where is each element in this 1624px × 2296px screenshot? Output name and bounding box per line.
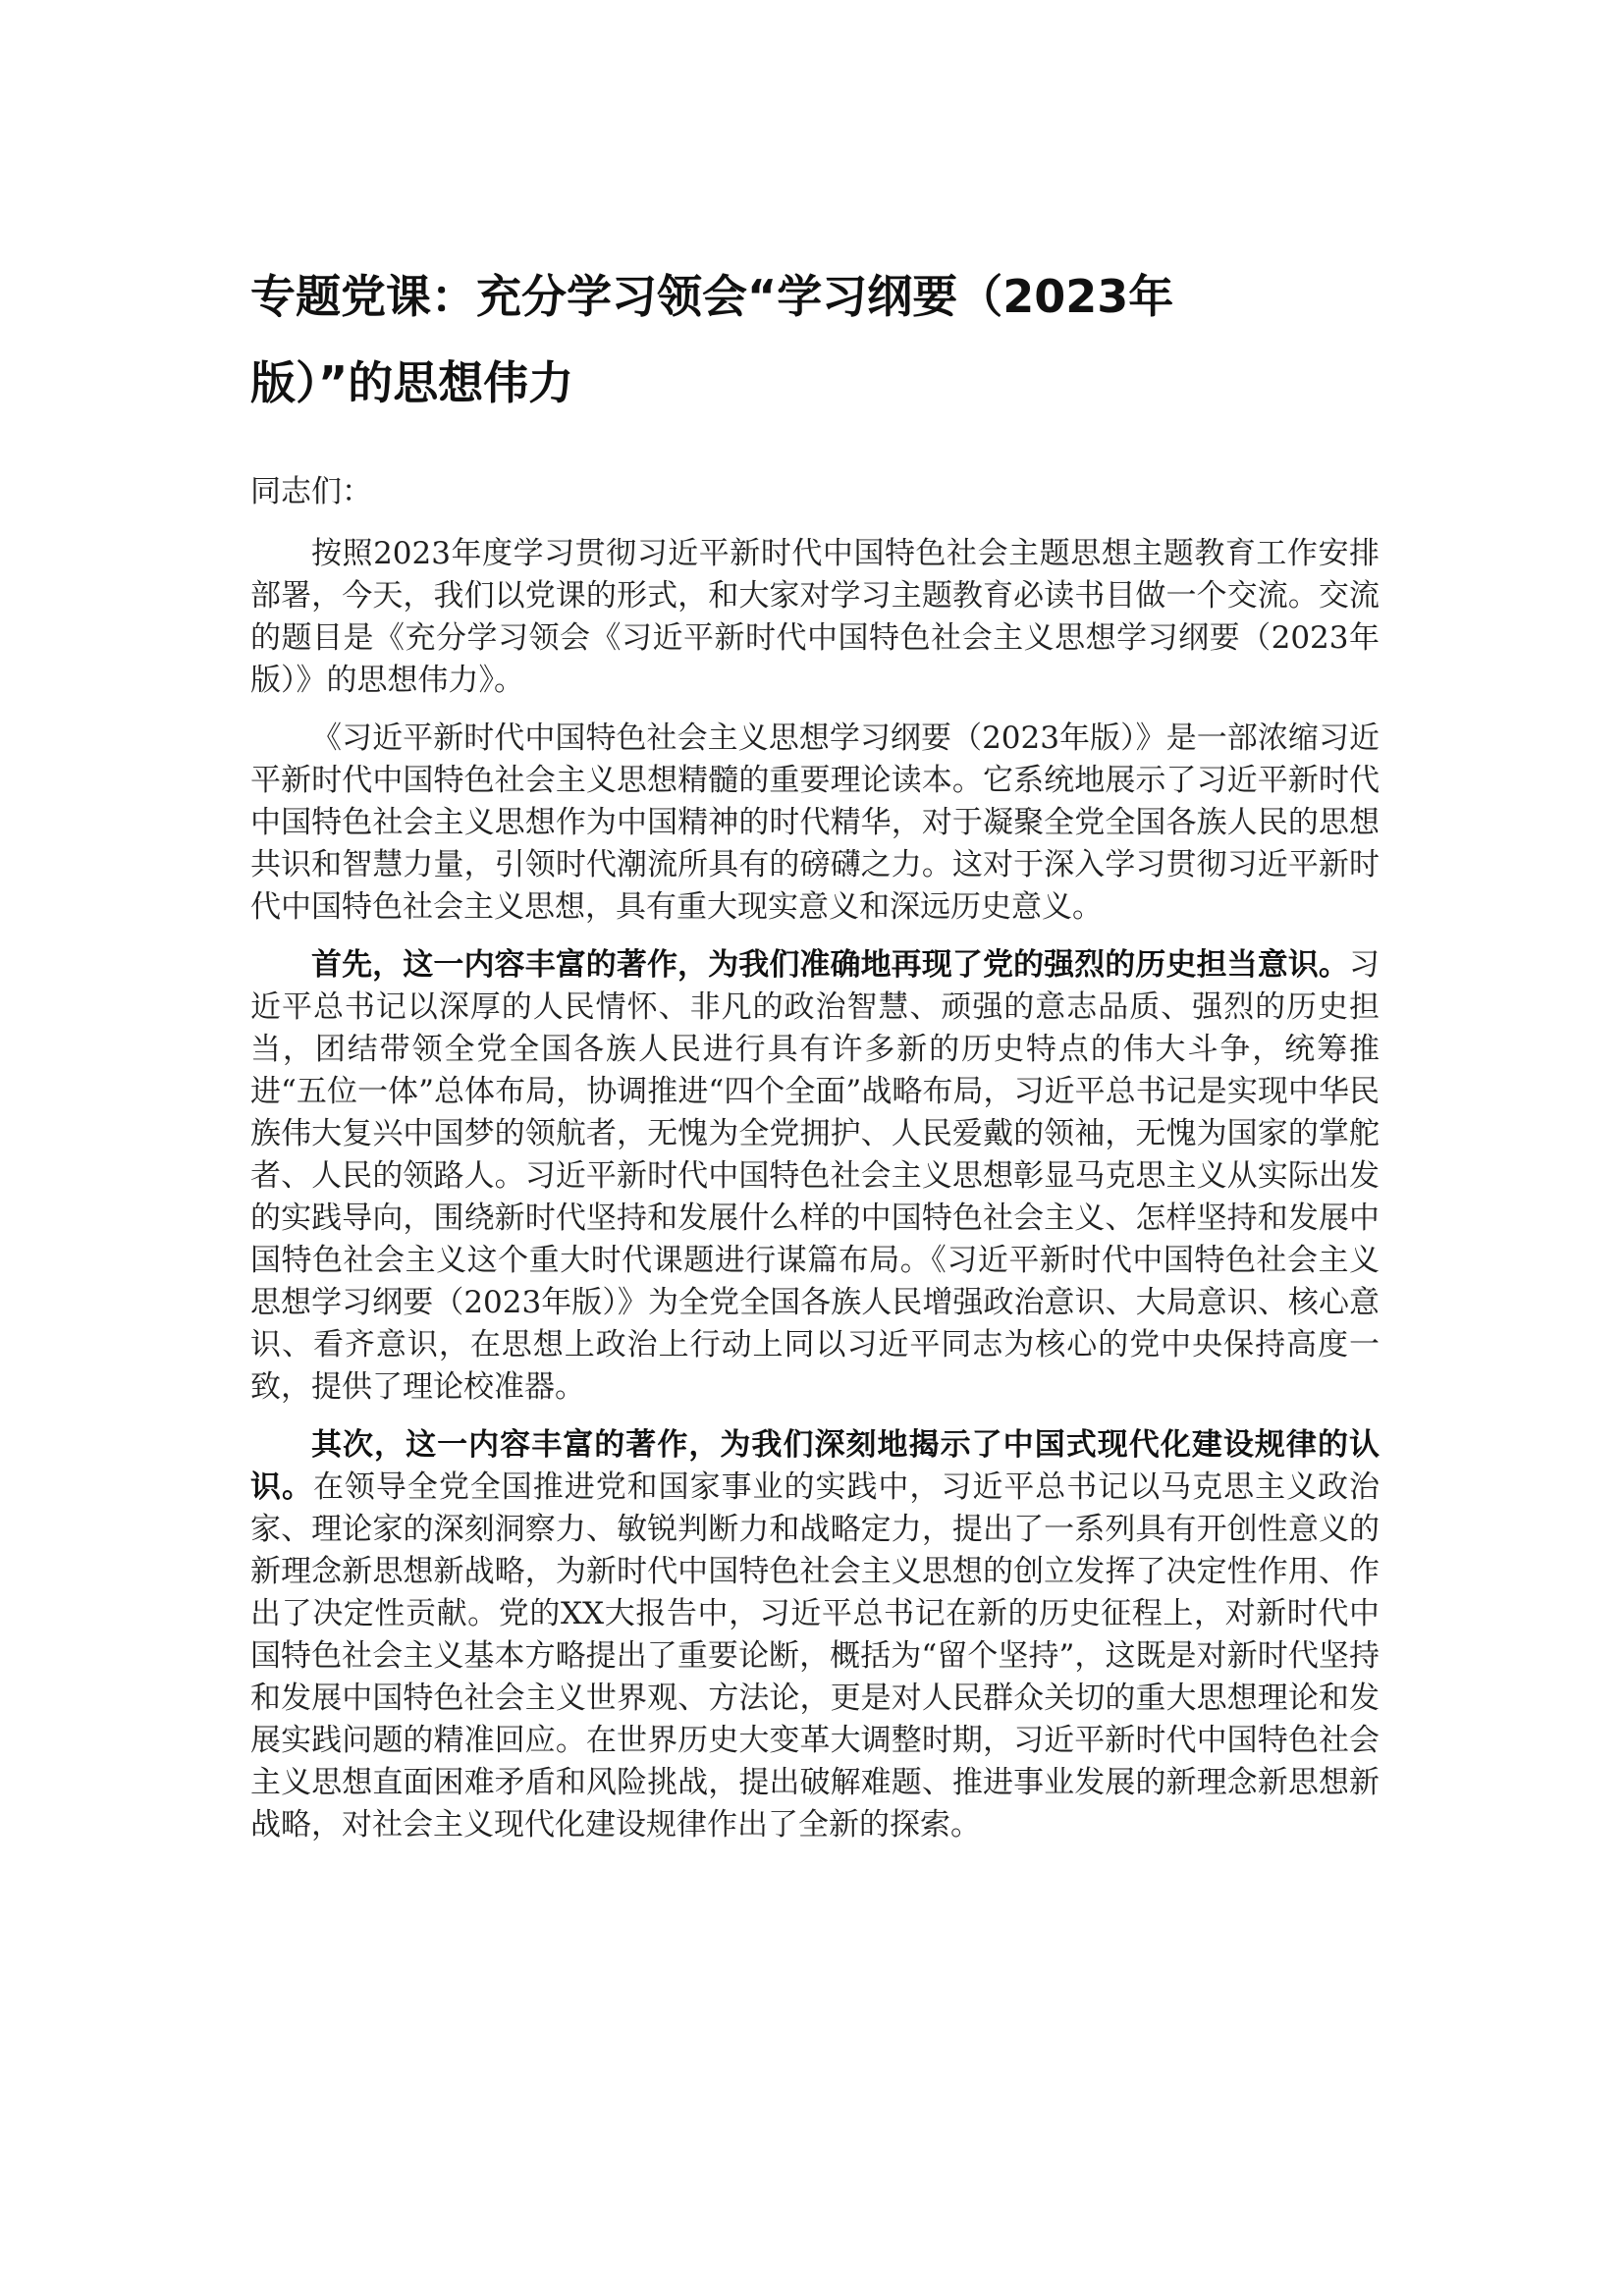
salutation: 同志们： <box>250 474 372 509</box>
paragraph-text: 习近平总书记以深厚的人民情怀、非凡的政治智慧、顽强的意志品质、强烈的历史担当，团结带领全党全国各族人民进行具有许多新的历史特点的伟大斗争，统筹推进“五位一体”总体布局，协调推进“四个全面”战略布局，习近平总书记是实现中华民族伟大复兴中国梦的领航者，无愧为全党拥护、人民爱戴的领袖，无愧为国家的掌舵者、人民的领路人。习近平新时代中国特色社会主义思想彰显马克思主义从实际出发的实践导向，围绕新时代坚持和发展什么样的中国特色社会主义、怎样坚持和发展中国特色社会主义这个重大时代课题进行谋篇布局。《习近平新时代中国特色社会主义思想学习纲要（2023年版）》为全党全国各族人民增强政治意识、大局意识、核心意识、看齐意识，在思想上政治上行动上同以习近平同志为核心的党中央保持高度一致，提供了理论校准器。 <box>250 947 1380 1405</box>
document-content <box>250 253 1380 1862</box>
paragraph-lead: 其次，这一内容丰富的著作，为我们深刻地揭示了中国式现代化建设规律的认识。 <box>250 1427 1380 1505</box>
paragraph-second-point <box>250 1424 1380 1846</box>
document-body <box>250 471 1380 1846</box>
paragraph-overview <box>250 718 1380 929</box>
document-title: 专题党课：充分学习领会“学习纲要（2023年版）”的思想伟力 <box>250 270 1174 409</box>
paragraph-text: 在领导全党全国推进党和国家事业的实践中，习近平总书记以马克思主义政治家、理论家的深刻洞察力、敏锐判断力和战略定力，提出了一系列具有开创性意义的新理念新思想新战略，为新时代中国特色社会主义思想的创立发挥了决定性作用、作出了决定性贡献。党的XX大报告中，习近平总书记在新的历史征程上，对新时代中国特色社会主义基本方略提出了重要论断，概括为“留个坚持”，这既是对新时代坚持和发展中国特色社会主义世界观、方法论，更是对人民群众关切的重大思想理论和发展实践问题的精准回应。在世界历史大变革大调整时期，习近平新时代中国特色社会主义思想直面困难矛盾和风险挑战，提出破解难题、推进事业发展的新理念新思想新战略，对社会主义现代化建设规律作出了全新的探索。 <box>250 1469 1380 1842</box>
paragraph-intro <box>250 533 1380 702</box>
paragraph-text: 按照2023年度学习贯彻习近平新时代中国特色社会主题思想主题教育工作安排部署，今天，我们以党课的形式，和大家对学习主题教育必读书目做一个交流。交流的题目是《充分学习领会《习近平新时代中国特色社会主义思想学习纲要（2023年版）》的思想伟力》。 <box>250 536 1380 698</box>
paragraph-text: 《习近平新时代中国特色社会主义思想学习纲要（2023年版）》是一部浓缩习近平新时代中国特色社会主义思想精髓的重要理论读本。它系统地展示了习近平新时代中国特色社会主义思想作为中国精神的时代精华，对于凝聚全党全国各族人民的思想共识和智慧力量，引领时代潮流所具有的磅礴之力。这对于深入学习贯彻习近平新时代中国特色社会主义思想，具有重大现实意义和深远历史意义。 <box>250 721 1380 925</box>
paragraph-lead: 首先，这一内容丰富的著作，为我们准确地再现了党的强烈的历史担当意识。 <box>311 947 1349 983</box>
paragraph-first-point <box>250 944 1380 1409</box>
